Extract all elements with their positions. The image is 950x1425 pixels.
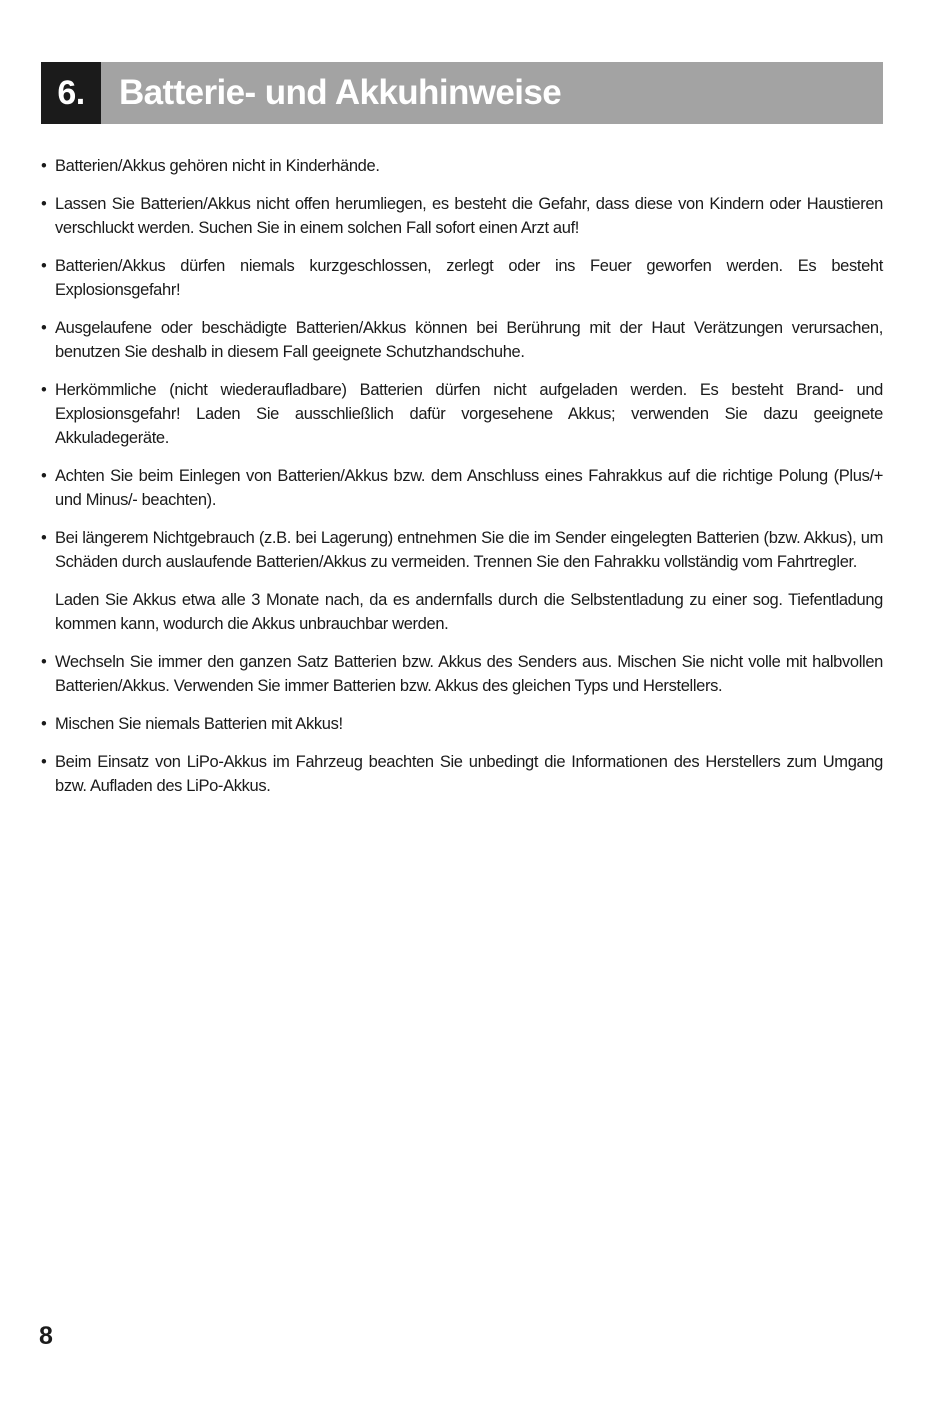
list-item-text: Ausgelaufene oder beschädigte Batterien/Akkus können bei Berührung mit der Haut Verätzungen verursachen, benutzen Sie deshalb in diesem Fall geeignete Schutzhandschuhe.	[55, 319, 883, 361]
list-item-text: Beim Einsatz von LiPo-Akkus im Fahrzeug beachten Sie unbedingt die Informationen des Herstellers zum Umgang bzw. Aufladen des LiPo-Akkus.	[55, 753, 883, 795]
bullet: •	[41, 467, 47, 485]
list-item	[41, 526, 883, 574]
bullet: •	[41, 257, 47, 275]
section-number: 6.	[41, 62, 101, 124]
bullet: •	[41, 715, 47, 733]
list-item	[41, 154, 883, 178]
list-item-continuation	[41, 588, 883, 636]
list-item-text: Batterien/Akkus gehören nicht in Kinderhände.	[55, 157, 380, 175]
battery-notes-list	[41, 154, 883, 812]
list-item	[41, 712, 883, 736]
list-item-text: Herkömmliche (nicht wiederaufladbare) Batterien dürfen nicht aufgeladen werden. Es besteht Brand- und Explosionsgefahr! Laden Sie ausschließlich dafür vorgesehene Akkus; verwenden Sie dazu geeignete Akkuladegeräte.	[55, 381, 883, 447]
section-title: Batterie- und Akkuhinweise	[101, 62, 883, 124]
list-item	[41, 750, 883, 798]
list-item	[41, 650, 883, 698]
bullet: •	[41, 653, 47, 671]
list-item	[41, 192, 883, 240]
list-item	[41, 464, 883, 512]
bullet: •	[41, 529, 47, 547]
list-item	[41, 316, 883, 364]
bullet: •	[41, 381, 47, 399]
list-item-text: Wechseln Sie immer den ganzen Satz Batterien bzw. Akkus des Senders aus. Mischen Sie nicht volle mit halbvollen Batterien/Akkus. Verwenden Sie immer Batterien bzw. Akkus des gleichen Typs und Herstellers.	[55, 653, 883, 695]
bullet: •	[41, 319, 47, 337]
list-item-text: Laden Sie Akkus etwa alle 3 Monate nach, da es andernfalls durch die Selbstentladung zu einer sog. Tiefentladung kommen kann, wodurch die Akkus unbrauchbar werden.	[55, 591, 883, 633]
list-item-text: Lassen Sie Batterien/Akkus nicht offen herumliegen, es besteht die Gefahr, dass diese von Kindern oder Haustieren verschluckt werden. Suchen Sie in einem solchen Fall sofort einen Arzt auf!	[55, 195, 883, 237]
list-item-text: Mischen Sie niemals Batterien mit Akkus!	[55, 715, 343, 733]
list-item-text: Achten Sie beim Einlegen von Batterien/Akkus bzw. dem Anschluss eines Fahrakkus auf die richtige Polung (Plus/+ und Minus/- beachten).	[55, 467, 883, 509]
bullet: •	[41, 157, 47, 175]
list-item	[41, 378, 883, 450]
section-heading	[41, 62, 883, 124]
bullet: •	[41, 753, 47, 771]
bullet: •	[41, 195, 47, 213]
list-item	[41, 254, 883, 302]
list-item-text: Batterien/Akkus dürfen niemals kurzgeschlossen, zerlegt oder ins Feuer geworfen werden. Es besteht Explosionsgefahr!	[55, 257, 883, 299]
page-number: 8	[39, 1322, 53, 1350]
list-item-text: Bei längerem Nichtgebrauch (z.B. bei Lagerung) entnehmen Sie die im Sender eingelegten Batterien (bzw. Akkus), um Schäden durch auslaufende Batterien/Akkus zu vermeiden. Trennen Sie den Fahrakku vollständig vom Fahrtregler.	[55, 529, 883, 571]
